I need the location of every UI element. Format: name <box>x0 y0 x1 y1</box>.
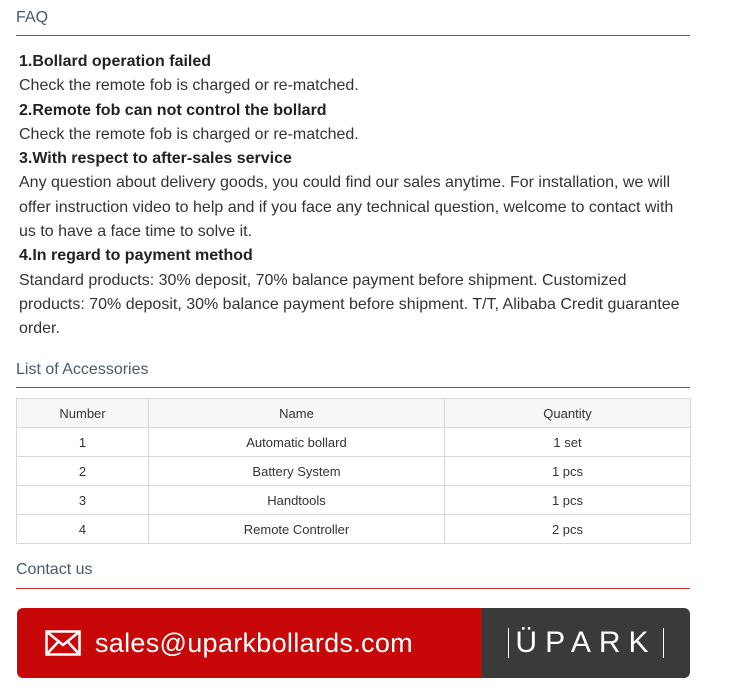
contact-divider <box>16 588 690 589</box>
cell-name: Battery System <box>149 457 445 486</box>
cell-number: 1 <box>17 428 149 457</box>
cell-quantity: 2 pcs <box>445 515 691 544</box>
column-header-name: Name <box>149 399 445 428</box>
faq-answer: Standard products: 30% deposit, 70% balance payment before shipment. Customized products: 70% deposit, 30% balance payment before shipment. T/T, Alibaba Credit guarantee order. <box>19 271 680 338</box>
envelope-icon <box>45 630 81 656</box>
cell-quantity: 1 pcs <box>445 457 691 486</box>
faq-item <box>19 99 689 148</box>
column-header-quantity: Quantity <box>445 399 691 428</box>
cell-number: 2 <box>17 457 149 486</box>
faq-title: FAQ <box>16 9 49 26</box>
accessories-table <box>16 398 691 544</box>
table-row <box>17 457 691 486</box>
table-row <box>17 428 691 457</box>
faq-item <box>19 244 689 341</box>
cell-name: Handtools <box>149 486 445 515</box>
contact-title: Contact us <box>16 561 93 578</box>
table-row <box>17 486 691 515</box>
contact-banner <box>17 608 690 678</box>
faq-question: 3.With respect to after-sales service <box>19 150 292 168</box>
cell-quantity: 1 pcs <box>445 486 691 515</box>
accessories-title: List of Accessories <box>16 361 149 378</box>
upark-logo: ÜPARK <box>508 628 663 658</box>
cell-name: Remote Controller <box>149 515 445 544</box>
faq-answer: Check the remote fob is charged or re-matched. <box>19 125 359 143</box>
contact-email-link[interactable]: sales@uparkbollards.com <box>95 627 413 658</box>
faq-question: 2.Remote fob can not control the bollard <box>19 101 327 119</box>
faq-answer: Check the remote fob is charged or re-matched. <box>19 77 359 95</box>
faq-question: 1.Bollard operation failed <box>19 53 212 70</box>
table-header-row <box>17 399 691 428</box>
logo-section <box>482 608 690 678</box>
email-section[interactable] <box>17 608 482 678</box>
faq-divider <box>16 35 690 36</box>
accessories-divider <box>16 387 690 388</box>
cell-number: 3 <box>17 486 149 515</box>
cell-name: Automatic bollard <box>149 428 445 457</box>
faq-answer: Any question about delivery goods, you could find our sales anytime. For installation, we will offer instruction video to help and if you face any technical question, welcome to contact with us to have a face time to solve it. <box>19 174 674 241</box>
cell-number: 4 <box>17 515 149 544</box>
column-header-number: Number <box>17 399 149 428</box>
faq-list <box>19 50 689 342</box>
faq-question: 4.In regard to payment method <box>19 247 253 265</box>
faq-item <box>19 50 689 99</box>
faq-item <box>19 147 689 244</box>
table-row <box>17 515 691 544</box>
cell-quantity: 1 set <box>445 428 691 457</box>
